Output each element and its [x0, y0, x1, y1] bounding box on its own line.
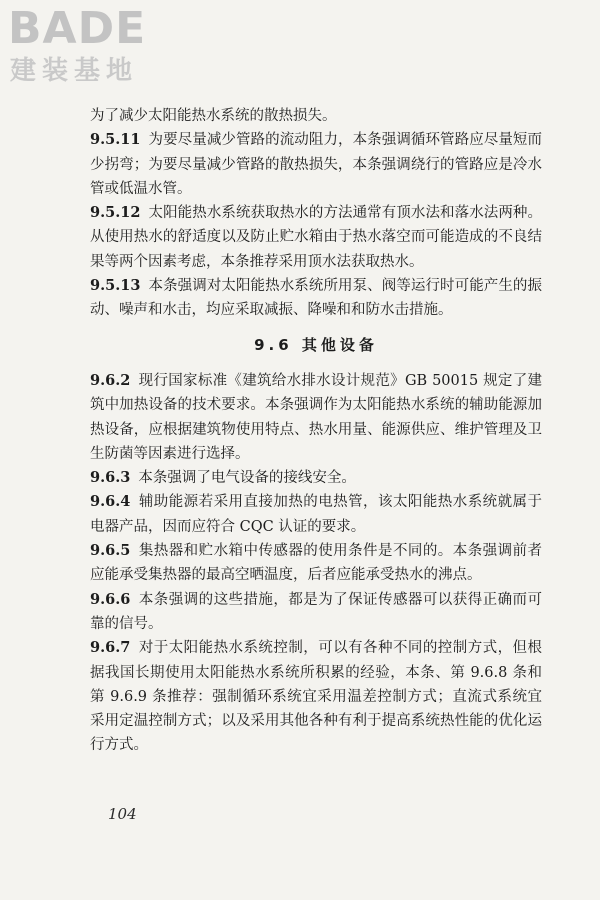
clause-text: 本条强调的这些措施，都是为了保证传感器可以获得正确而可靠的信号。: [90, 591, 542, 632]
paragraph-continuation: [90, 104, 542, 128]
page-number: 104: [108, 805, 137, 823]
clause-number: 9.5.11: [90, 131, 141, 149]
clause-text: 太阳能热水系统获取热水的方法通常有顶水法和落水法两种。从使用热水的舒适度以及防止贮水箱由于热水落空而可能造成的不良结果等两个因素考虑，本条推荐采用顶水法获取热水。: [90, 205, 542, 270]
clause-number: 9.6.3: [90, 469, 131, 487]
clause-9-6-3: [90, 466, 542, 490]
clause-text: 现行国家标准《建筑给水排水设计规范》GB 50015 规定了建筑中加热设备的技术要求。本条强调作为太阳能热水系统的辅助能源加热设备，应根据建筑物使用特点、热水用量、能源供应、维护管理及卫生防菌等因素进行选择。: [90, 372, 542, 462]
watermark-logo: [8, 4, 178, 86]
document-body: [90, 104, 542, 758]
clause-number: 9.6.4: [90, 493, 131, 511]
section-heading: 9.6 其他设备: [254, 335, 378, 354]
clause-text: 对于太阳能热水系统控制，可以有各种不同的控制方式，但根据我国长期使用太阳能热水系统所积累的经验，本条、第 9.6.8 条和第 9.6.9 条推荐：强制循环系统宜采用温差控制方式；直流式系统宜采用定温控制方式；以及采用其他各种有利于提高系统热性能的优化运行方式。: [90, 640, 542, 754]
clause-9-6-4: [90, 490, 542, 539]
clause-text: 集热器和贮水箱中传感器的使用条件是不同的。本条强调前者应能承受集热器的最高空晒温度，后者应能承受热水的沸点。: [90, 543, 542, 584]
paragraph-group-top: [90, 104, 542, 323]
clause-text: 本条强调了电气设备的接线安全。: [138, 470, 356, 487]
paragraph-group-bottom: [90, 369, 542, 758]
clause-9-6-2: [90, 369, 542, 466]
watermark-brand: BADE: [8, 3, 147, 54]
clause-number: 9.5.13: [90, 277, 141, 295]
clause-9-5-13: [90, 274, 542, 323]
clause-text: 为要尽量减少管路的流动阻力，本条强调循环管路应尽量短而少拐弯；为要尽量减少管路的散热损失，本条强调绕行的管路应是冷水管或低温水管。: [90, 132, 542, 197]
clause-text: 本条强调对太阳能热水系统所用泵、阀等运行时可能产生的振动、噪声和水击，均应采取减振、降噪和和防水击措施。: [90, 278, 542, 319]
clause-number: 9.6.5: [90, 542, 131, 560]
clause-9-6-6: [90, 588, 542, 637]
clause-9-6-7: [90, 636, 542, 757]
clause-number: 9.6.7: [90, 639, 131, 657]
clause-text: 辅助能源若采用直接加热的电热管，该太阳能热水系统就属于电器产品，因而应符合 CQC 认证的要求。: [90, 494, 542, 535]
clause-9-5-11: [90, 128, 542, 201]
clause-number: 9.6.6: [90, 590, 131, 608]
clause-9-5-12: [90, 201, 542, 274]
paragraph-text: 为了减少太阳能热水系统的散热损失。: [90, 108, 337, 124]
clause-number: 9.5.12: [90, 204, 141, 222]
clause-9-6-5: [90, 539, 542, 588]
clause-number: 9.6.2: [90, 371, 131, 389]
watermark-subtitle: 建装基地: [10, 56, 139, 86]
